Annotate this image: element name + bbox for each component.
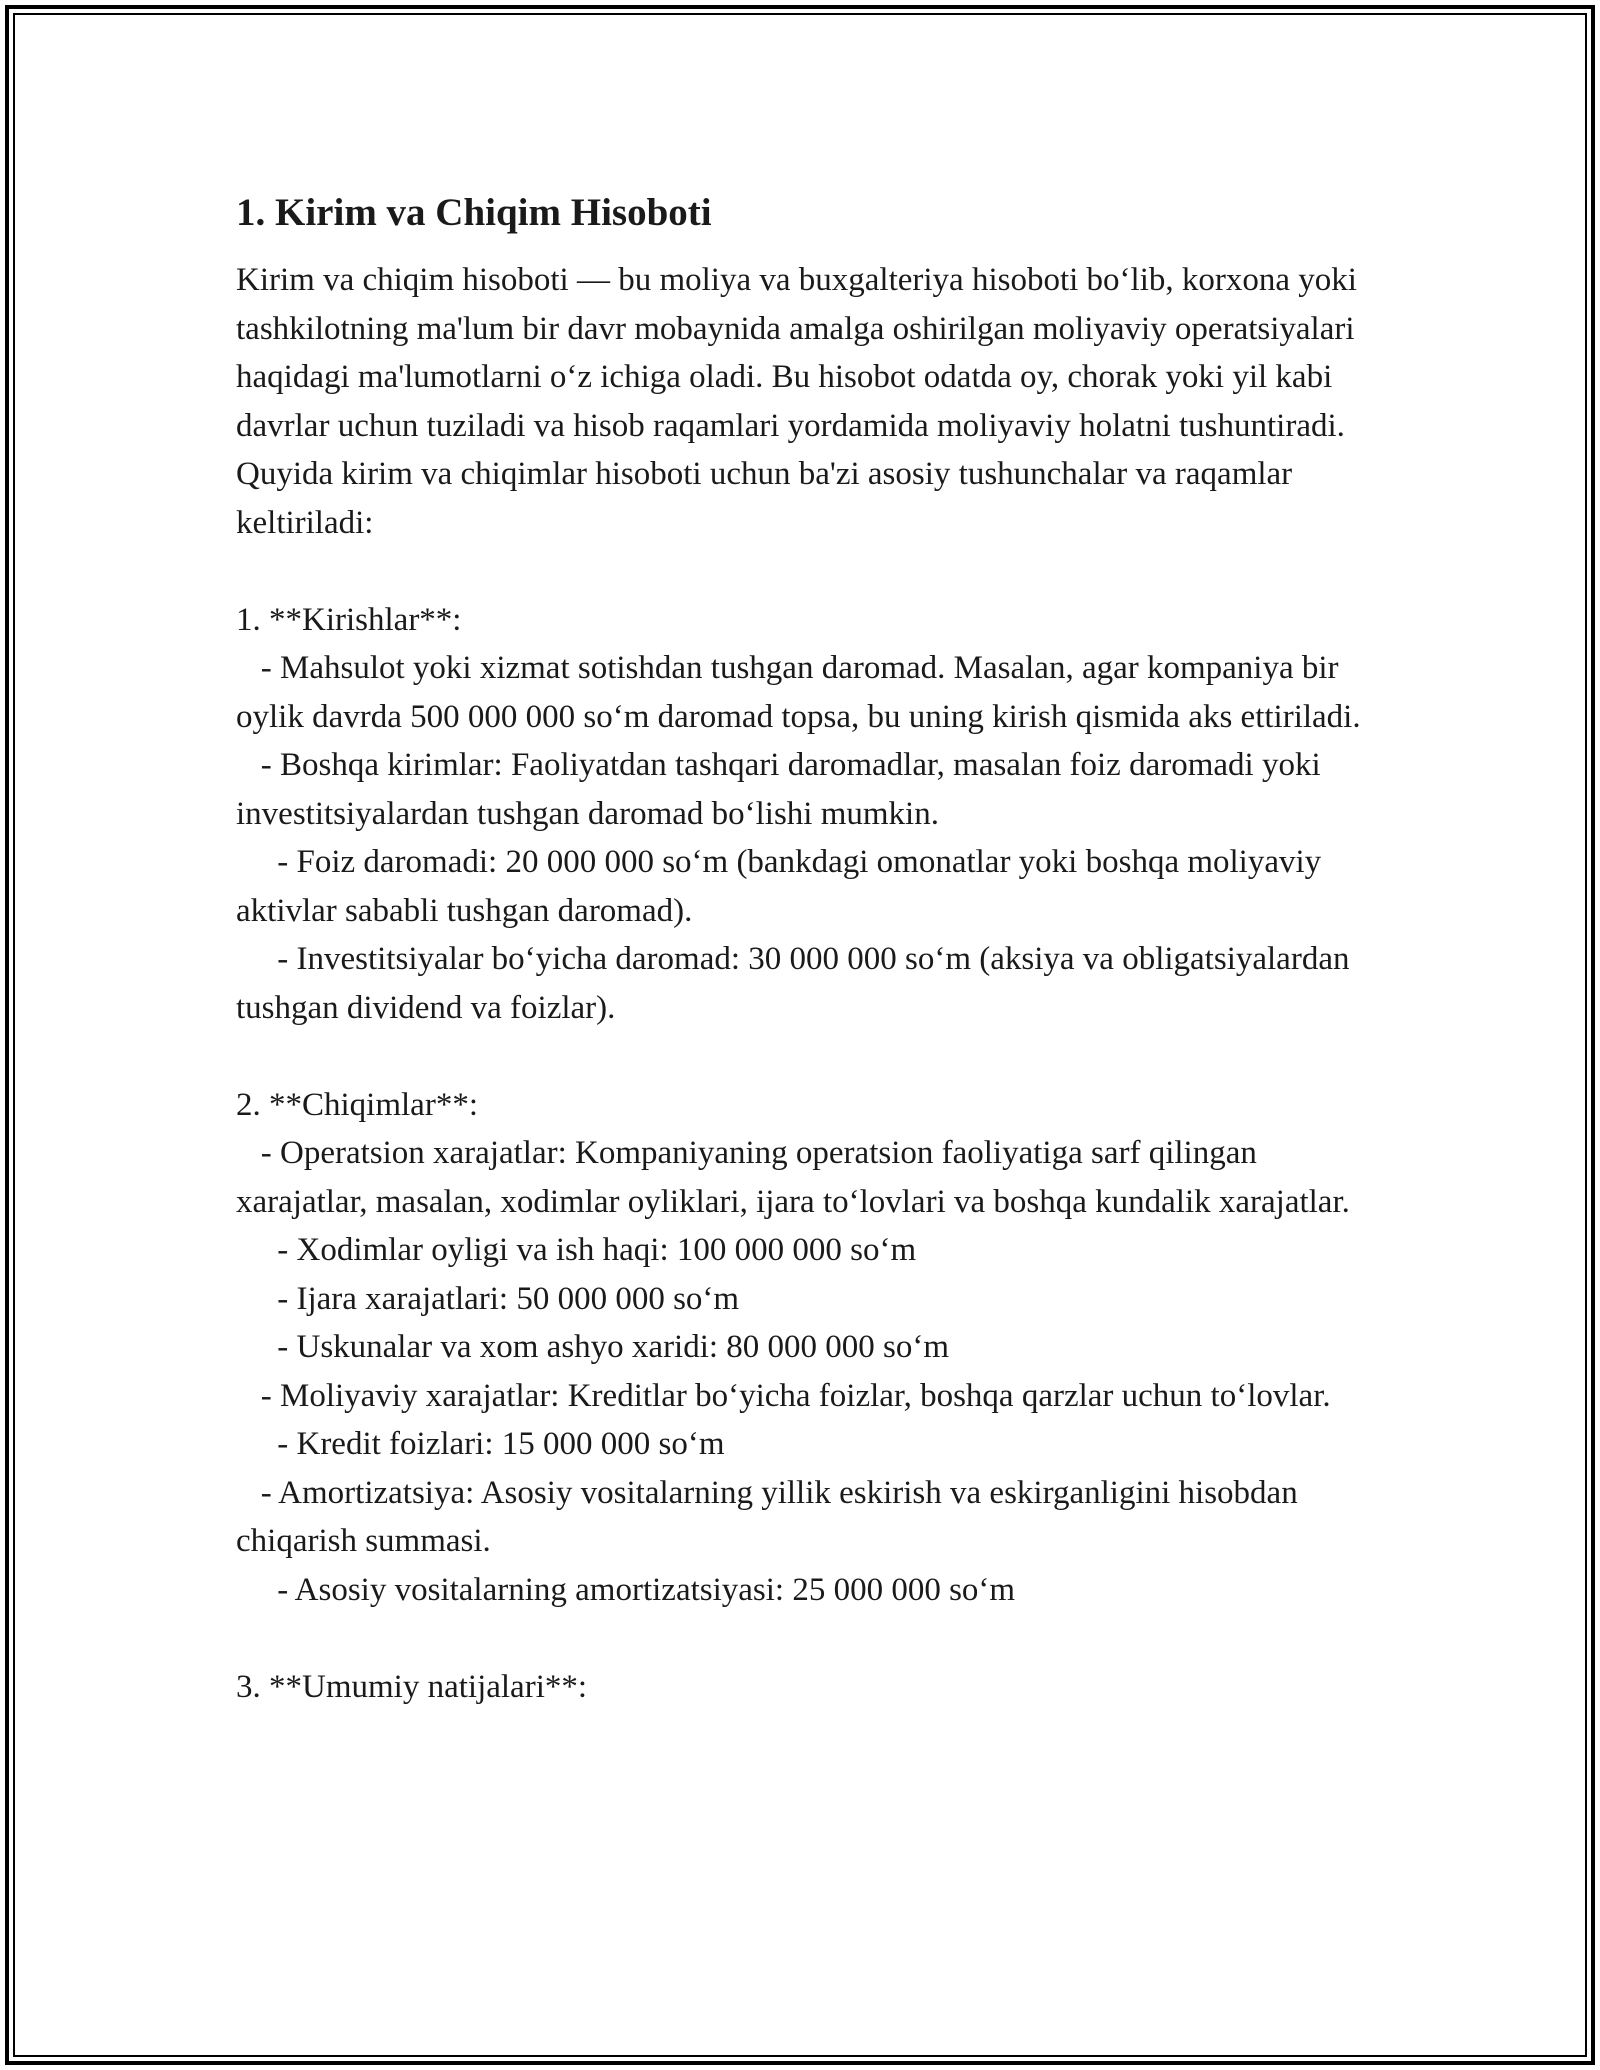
- blank-line: [236, 1614, 1376, 1663]
- list-item: - Boshqa kirimlar: Faoliyatdan tashqari daromadlar, masalan foiz daromadi yoki investitsiyalardan tushgan daromad bo‘lishi mumkin.: [236, 747, 1329, 832]
- section-chiqimlar: [236, 1081, 1376, 1615]
- section-title: 3. **Umumiy natijalari**:: [236, 1668, 588, 1705]
- list-subitem: - Kredit foizlari: 15 000 000 so‘m: [236, 1426, 725, 1462]
- list-item: - Mahsulot yoki xizmat sotishdan tushgan daromad. Masalan, agar kompaniya bir oylik davrda 500 000 000 so‘m daromad topsa, bu uning kirish qismida aks ettiriladi.: [236, 650, 1361, 735]
- section-kirishlar: [236, 596, 1376, 1033]
- section-title: 2. **Chiqimlar**:: [236, 1086, 478, 1123]
- list-subitem: - Foiz daromadi: 20 000 000 so‘m (bankdagi omonatlar yoki boshqa moliyaviy aktivlar sababli tushgan daromad).: [236, 844, 1330, 929]
- document-heading: 1. Kirim va Chiqim Hisoboti: [236, 191, 712, 234]
- list-item: - Amortizatsiya: Asosiy vositalarning yillik eskirish va eskirganligini hisobdan chiqarish summasi.: [236, 1474, 1306, 1559]
- intro-paragraph: Kirim va chiqim hisoboti — bu moliya va buxgalteriya hisoboti bo‘lib, korxona yoki tashkilotning ma'lum bir davr mobaynida amalga oshirilgan moliyaviy operatsiyalari haqidagi ma'lumotlarni o‘z ichiga oladi. Bu hisobot odatda oy, chorak yoki yil kabi davrlar uchun tuziladi va hisob raqamlari yordamida moliyaviy holatni tushuntiradi. Quyida kirim va chiqimlar hisoboti uchun ba'zi asosiy tushunchalar va raqamlar keltiriladi:: [236, 262, 1357, 541]
- list-subitem: - Xodimlar oyligi va ish haqi: 100 000 000 so‘m: [236, 1232, 917, 1268]
- list-subitem: - Asosiy vositalarning amortizatsiyasi: 25 000 000 so‘m: [236, 1571, 1016, 1608]
- list-subitem: - Ijara xarajatlari: 50 000 000 so‘m: [236, 1280, 740, 1317]
- list-item: - Operatsion xarajatlar: Kompaniyaning operatsion faoliyatiga sarf qilingan xarajatlar, masalan, xodimlar oyliklari, ijara to‘lovlari va boshqa kundalik xarajatlar.: [236, 1135, 1350, 1220]
- section-title: 1. **Kirishlar**:: [236, 601, 462, 638]
- blank-line: [236, 547, 1376, 596]
- list-subitem: - Investitsiyalar bo‘yicha daromad: 30 000 000 so‘m (aksiya va obligatsiyalardan tushgan dividend va foizlar).: [236, 941, 1358, 1026]
- blank-line: [236, 1032, 1376, 1081]
- section-umumiy-natijalari: [236, 1663, 1376, 1712]
- list-item: - Moliyaviy xarajatlar: Kreditlar bo‘yicha foizlar, boshqa qarzlar uchun to‘lovlar.: [236, 1377, 1331, 1414]
- document-body: [236, 186, 1376, 1711]
- list-subitem: - Uskunalar va xom ashyo xaridi: 80 000 000 so‘m: [236, 1329, 950, 1365]
